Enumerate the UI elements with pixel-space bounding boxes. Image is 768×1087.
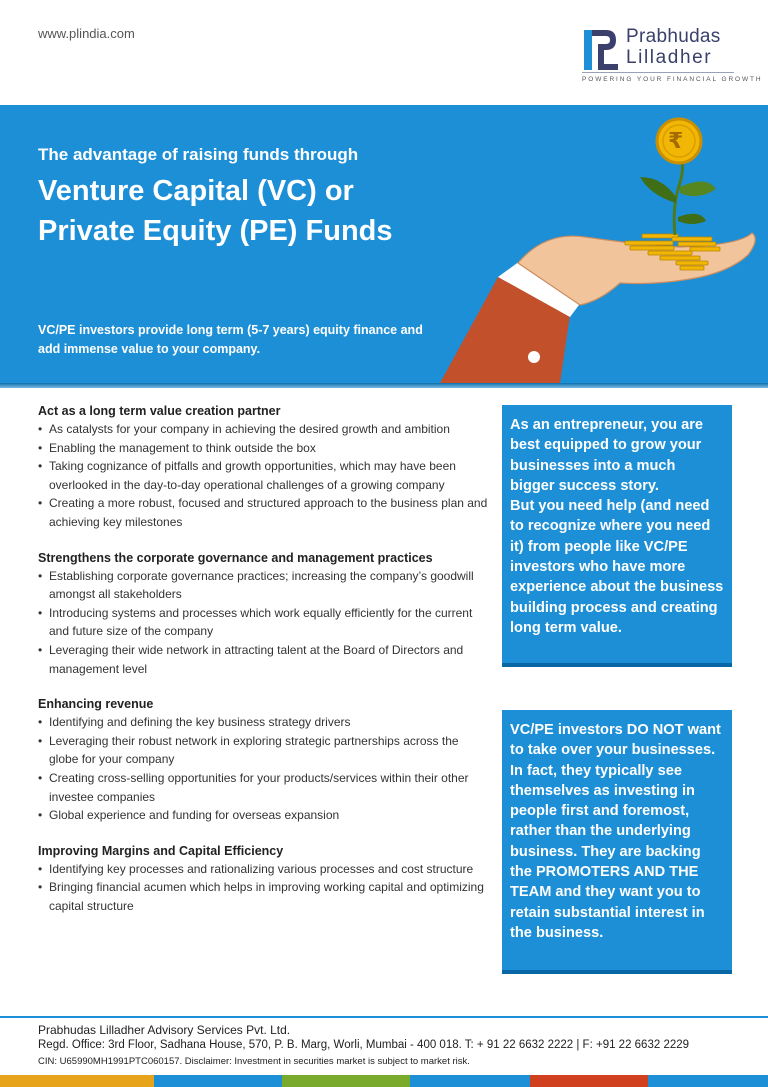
logo-name-line2: Lilladher	[626, 47, 713, 68]
bullet-list	[38, 713, 488, 825]
color-segment	[410, 1075, 530, 1087]
logo-name-line1: Prabhudas	[626, 26, 721, 47]
section-title: Act as a long term value creation partner	[38, 404, 281, 418]
hero-bottom-strip	[0, 383, 768, 388]
bullet-list	[38, 567, 488, 679]
bullet-item: • Introducing systems and processes which work equally efficiently for the current and future size of the company	[38, 604, 488, 641]
bullet-item: • Taking cognizance of pitfalls and growth opportunities, which may have been overlooked in the day-to-day operational challenges of a growing company	[38, 457, 488, 494]
page-header	[0, 0, 768, 105]
bullet-list	[38, 420, 488, 532]
bullet-item: • As catalysts for your company in achieving the desired growth and ambition	[38, 420, 488, 439]
rupee-symbol: ₹	[668, 128, 684, 153]
hero-subtitle: The advantage of raising funds through	[38, 145, 359, 164]
bullet-item: • Creating cross-selling opportunities for your products/services within their other investee companies	[38, 769, 488, 806]
color-segment	[154, 1075, 282, 1087]
footer-color-bar	[0, 1075, 768, 1087]
color-segment	[530, 1075, 648, 1087]
bullet-item: • Leveraging their robust network in exploring strategic partnerships across the globe for your company	[38, 732, 488, 769]
hero-description: VC/PE investors provide long term (5-7 years) equity finance and add immense value to your company.	[38, 323, 423, 356]
logo-tagline: POWERING YOUR FINANCIAL GROWTH	[582, 76, 763, 83]
section-margins	[38, 842, 488, 916]
section-title: Enhancing revenue	[38, 697, 154, 712]
benefits-column	[38, 402, 488, 932]
footer-company-name: Prabhudas Lilladher Advisory Services Pvt. Ltd.	[38, 1023, 291, 1037]
hero-title-line2: Private Equity (PE) Funds	[38, 215, 393, 247]
callout-text: VC/PE investors DO NOT want to take over your businesses. In fact, they typically see themselves as investing in people first and foremost, rather than the underlying business. They are backing the PROMOTERS AND THE TEAM and they want you to retain substantial interest in the business.	[510, 722, 721, 941]
plant-leaf-left	[640, 177, 676, 203]
section-revenue	[38, 695, 488, 825]
color-segment	[282, 1075, 410, 1087]
footer-cin-disclaimer: CIN: U65990MH1991PTC060157. Disclaimer: Investment in securities market is subject to market risk.	[38, 1056, 470, 1067]
callout-entrepreneur	[502, 405, 732, 667]
callout-investors	[502, 710, 732, 974]
section-governance	[38, 549, 488, 679]
plant-leaf-right	[680, 181, 716, 196]
section-title: Strengthens the corporate governance and management practices	[38, 550, 433, 565]
cufflink-dot	[528, 351, 540, 363]
bullet-list	[38, 860, 488, 916]
section-value-creation	[38, 402, 488, 532]
bullet-item: • Identifying key processes and rationalizing various processes and cost structure	[38, 860, 488, 879]
callout-text: But you need help (and need to recognize where you need it) from people like VC/PE investors who have more experience about the business building process and creating long term value.	[510, 498, 724, 636]
footer-address: Regd. Office: 3rd Floor, Sadhana House, 570, P. B. Marg, Worli, Mumbai - 400 018. T: + 91 22 6632 2222 | F: +91 22 6632 2229	[38, 1039, 690, 1051]
plant-stem	[674, 157, 682, 235]
hero-title	[38, 171, 393, 251]
color-segment	[0, 1075, 154, 1087]
bullet-item: • Global experience and funding for overseas expansion	[38, 806, 488, 825]
color-segment	[648, 1075, 768, 1087]
bullet-item: • Identifying and defining the key business strategy drivers	[38, 713, 488, 732]
bullet-item: • Creating a more robust, focused and structured approach to the business plan and achieving key milestones	[38, 494, 488, 531]
section-title: Improving Margins and Capital Efficiency	[38, 843, 284, 858]
hero-banner	[0, 105, 768, 383]
bullet-item: • Enabling the management to think outside the box	[38, 439, 488, 458]
website-url[interactable]: www.plindia.com	[38, 26, 135, 41]
hero-title-line1: Venture Capital (VC) or	[38, 175, 354, 207]
bullet-item: • Establishing corporate governance practices; increasing the company’s goodwill amongst all stakeholders	[38, 567, 488, 604]
bullet-item: • Leveraging their wide network in attracting talent at the Board of Directors and management level	[38, 641, 488, 678]
pl-logo-icon	[582, 28, 622, 72]
plant-leaf-small	[678, 214, 706, 224]
callout-text: As an entrepreneur, you are best equipped to grow your businesses into a much bigger success story.	[510, 417, 704, 494]
bullet-item: • Bringing financial acumen which helps in improving working capital and optimizing capital structure	[38, 878, 488, 915]
logo-divider	[582, 72, 734, 73]
company-logo	[582, 26, 763, 88]
